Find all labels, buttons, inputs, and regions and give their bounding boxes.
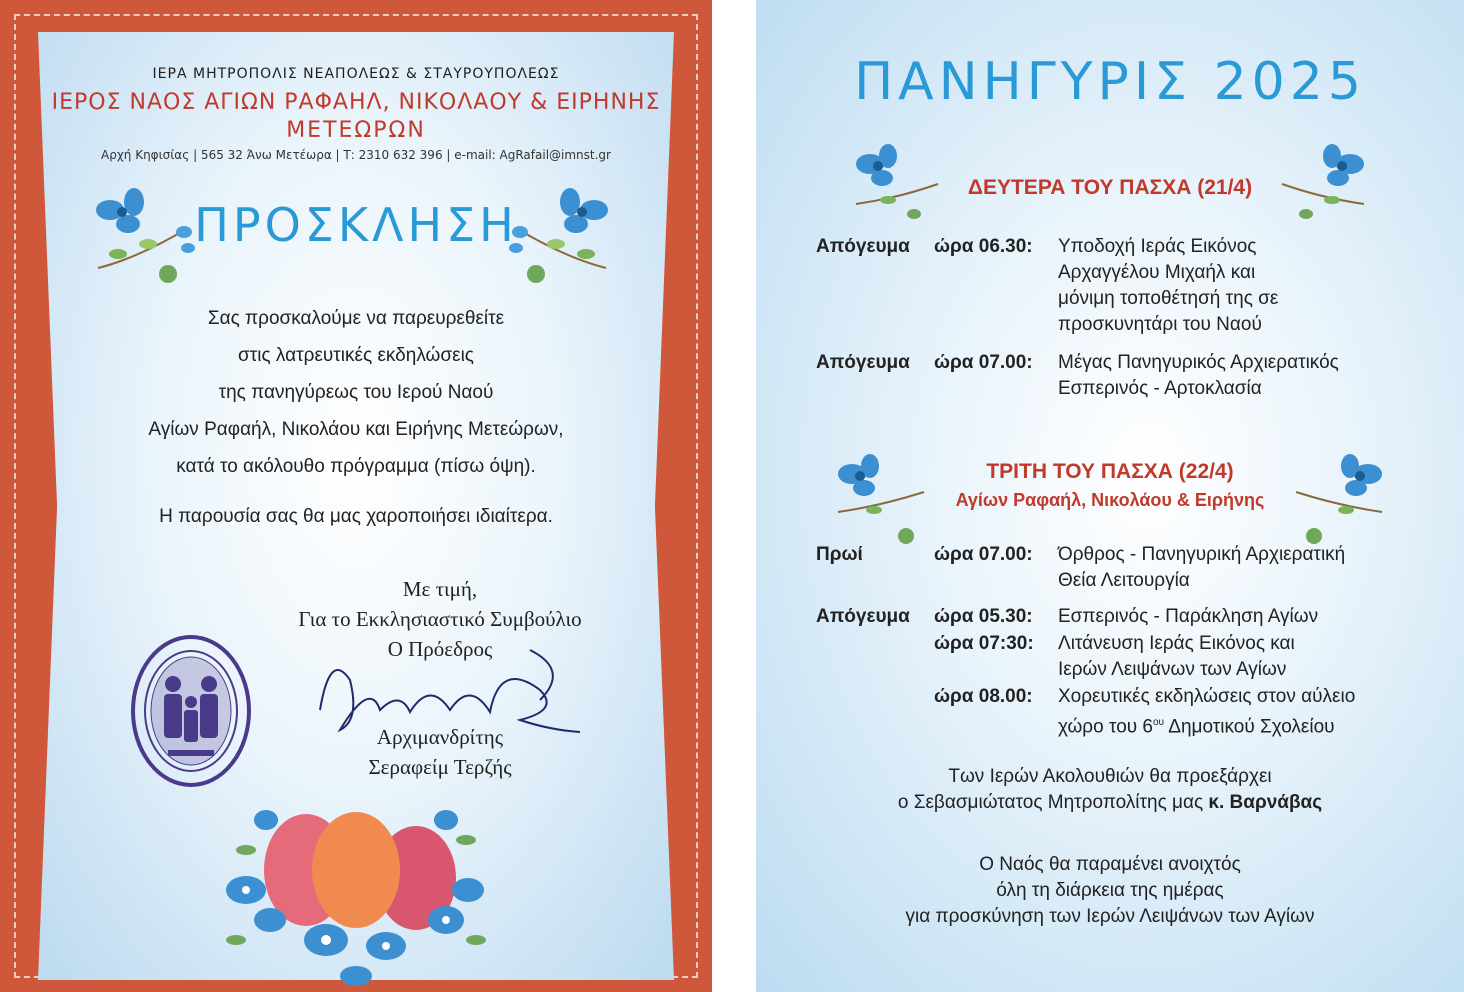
day2-e2-desc: Εσπερινός - Παράκληση Αγίων [1058, 606, 1319, 627]
desc-line: Αρχαγγέλου Μιχαήλ και [1058, 262, 1256, 283]
day1-e1-desc [1058, 234, 1458, 338]
note-presiding [756, 764, 1464, 816]
body-line: κατά το ακόλουθο πρόγραμμα (πίσω όψη). [176, 456, 536, 477]
note-line: Ο Ναός θα παραμένει ανοιχτός [979, 854, 1241, 875]
day1-e1-time: ώρα 06.30: [934, 236, 1033, 257]
day2-heading: ΤΡΙΤΗ ΤΟΥ ΠΑΣΧΑ (22/4) [986, 460, 1234, 483]
day1-e2-part: Απόγευμα [816, 352, 910, 373]
desc-line: προσκυνητάρι του Ναού [1058, 314, 1262, 335]
sign-council: Για το Εκκλησιαστικό Συμβούλιο [298, 607, 582, 631]
program-title: ΠΑΝΗΓΥΡΙΣ 2025 [854, 52, 1366, 112]
invitation-card [0, 0, 712, 992]
note-line: για προσκύνηση των Ιερών Λειψάνων των Αγίων [905, 906, 1315, 927]
sign-rank: Αρχιμανδρίτης [376, 725, 504, 749]
metropolis-header: ΙΕΡΑ ΜΗΤΡΟΠΟΛΙΣ ΝΕΑΠΟΛΕΩΣ & ΣΤΑΥΡΟΥΠΟΛΕΩΣ [152, 66, 560, 82]
day2-e1-time: ώρα 07.00: [934, 544, 1033, 565]
day2-e3-desc [1058, 631, 1458, 683]
signature-icon [300, 640, 590, 750]
ordinal-suffix: ου [1153, 717, 1165, 728]
body-line: της πανηγύρεως του Ιερού Ναού [218, 382, 494, 403]
desc-line: Χορευτικές εκδηλώσεις στον αύλειο [1058, 686, 1356, 707]
note-line: όλη τη διάρκεια της ημέρας [996, 880, 1224, 901]
day1-e2-desc [1058, 350, 1458, 402]
body-line: Σας προσκαλούμε να παρευρεθείτε [207, 308, 505, 329]
program-card [756, 0, 1464, 992]
desc-line: Ιερών Λειψάνων των Αγίων [1058, 659, 1287, 680]
day1-e2-time: ώρα 07.00: [934, 352, 1033, 373]
easter-eggs-bouquet-icon [206, 790, 506, 990]
desc-line: Εσπερινός - Αρτοκλασία [1058, 378, 1262, 399]
day2-e2-time: ώρα 05.30: [934, 606, 1033, 627]
desc-line: Υποδοχή Ιεράς Εικόνος [1058, 236, 1257, 257]
day2-e1-part: Πρωί [816, 544, 863, 565]
contact-address: Αρχή Κηφισίας | 565 32 Άνω Μετέωρα | Τ: 2310 632 396 | e-mail: AgRafail@imnst.gr [101, 148, 611, 162]
sign-greeting: Με τιμή, [402, 577, 478, 601]
day2-subheading: Αγίων Ραφαήλ, Νικολάου & Ειρήνης [955, 490, 1265, 510]
note-open [756, 852, 1464, 930]
day2-e3-time: ώρα 07:30: [934, 633, 1034, 654]
desc-line: Μέγας Πανηγυρικός Αρχιερατικός [1058, 352, 1339, 373]
note-line: Των Ιερών Ακολουθιών θα προεξάρχει [948, 766, 1272, 787]
day2-e4-desc [1058, 684, 1458, 740]
desc-line: Λιτάνευση Ιεράς Εικόνος και [1058, 633, 1295, 654]
desc-fragment: χώρο του 6 [1058, 716, 1153, 738]
desc-line: Θεία Λειτουργία [1058, 570, 1190, 591]
sign-president: Ο Πρόεδρος [387, 637, 493, 661]
sign-name: Σεραφείμ Τερζής [368, 755, 512, 779]
note-fragment: ο Σεβασμιώτατος Μητροπολίτης μας [897, 792, 1209, 813]
day2-e4-time: ώρα 08.00: [934, 686, 1033, 707]
body-line: Αγίων Ραφαήλ, Νικολάου και Ειρήνης Μετεώρων, [148, 419, 564, 440]
church-name: ΙΕΡΟΣ ΝΑΟΣ ΑΓΙΩΝ ΡΑΦΑΗΛ, ΝΙΚΟΛΑΟΥ & ΕΙΡΗΝΗΣ [51, 90, 661, 115]
day1-heading: ΔΕΥΤΕΡΑ ΤΟΥ ΠΑΣΧΑ (21/4) [967, 176, 1253, 199]
desc-line [1058, 710, 1458, 740]
day2-e2-part: Απόγευμα [816, 606, 910, 627]
desc-fragment: Δημοτικού Σχολείου [1164, 716, 1335, 738]
presence-line: Η παρουσία σας θα μας χαροποιήσει ιδιαίτερα. [159, 506, 553, 527]
day1-e1-part: Απόγευμα [816, 236, 910, 257]
invitation-title: ΠΡΟΣΚΛΗΣΗ [194, 198, 518, 252]
desc-line: Όρθρος - Πανηγυρική Αρχιερατική [1058, 544, 1346, 565]
desc-line: μόνιμη τοποθέτησή της σε [1058, 288, 1279, 309]
invitation-body [0, 300, 712, 485]
body-line: στις λατρευτικές εκδηλώσεις [238, 345, 474, 366]
metropolitan-name: κ. Βαρνάβας [1208, 792, 1323, 813]
day2-e1-desc [1058, 542, 1458, 594]
church-location: ΜΕΤΕΩΡΩΝ [286, 118, 426, 143]
note-line [756, 790, 1464, 816]
church-seal-icon [128, 632, 254, 790]
